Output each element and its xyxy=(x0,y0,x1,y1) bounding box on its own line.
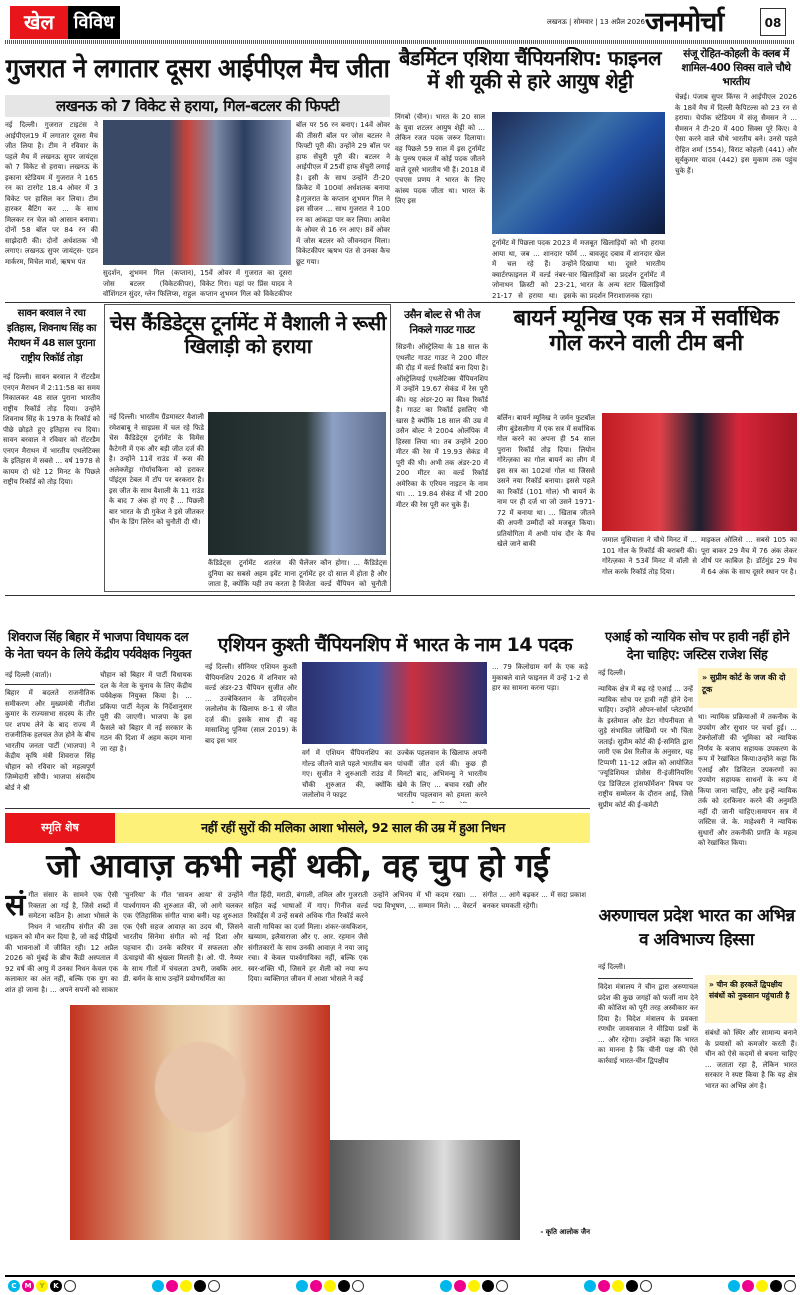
wrestling-headline: एशियन कुश्ती चैंपियनशिप में भारत के नाम 14 पदक xyxy=(217,634,573,656)
chess-headline: चेस कैंडिडेट्स टूर्नामेंट में वैशाली ने रूसी खिलाड़ी को हराया xyxy=(110,312,386,358)
asha-kicker: नहीं रहीं सुरों की मलिका आशा भोसले, 92 साल की उम्र में हुआ निधन xyxy=(201,820,505,835)
black-mark: K xyxy=(50,1280,62,1292)
dateline: लखनऊ | सोमवार | 13 अप्रैल 2026 xyxy=(546,18,645,26)
crosshair-mark xyxy=(208,1280,220,1292)
asha-body-col2: 'चुनरिया' के गीत 'सावन आया' से उन्होंने पार्श्वगायन की शुरुआत की, जो आगे चलकर एक ऐतिहासिक संगीत यात्रा बनी। यह शुरुआत एक ऐसी सहज आवाज़ का उदय थी, जिसने भारतीय सिनेमा संगीत को नई दिशा और पहचान दी। उनके करियर में सफलता और ऊंचाइयों की श्रृंखला मिलती है। ओ. पी. नैय्यर के साथ गीतों में चंचलता उभरी, जबकि आर. डी. बर्मन के साथ उन्होंने प्रयोगधर्मिता का xyxy=(123,891,243,983)
chess-vaishali-photo xyxy=(208,412,386,555)
saawan-headline: सावन बरवाल ने रचा इतिहास, शिवनाथ सिंह का मैराथन में 48 साल पुराना राष्ट्रीय रिकॉर्ड तोड़ा xyxy=(6,308,96,364)
arunachal-quote-box: » चीन की हरकतें द्विपक्षीय संबंधों को नुकसान पहुंचाती है xyxy=(705,975,797,1023)
divider xyxy=(5,302,795,303)
badminton-photo xyxy=(492,112,665,234)
asha-body-col3: गीत हिंदी, मराठी, बंगाली, तमिल और गुजराती सहित कई भाषाओं में गाए। गिनीज वर्ल्ड रिकॉर्ड्स में उन्हें सबसे अधिक गीत रिकॉर्ड करने वाली गायिका का दर्जा मिला। शंकर-जयकिशन, खय्याम, इलैयाराजा और ए. आर. रहमान जैसे संगीतकारों के साथ उनकी आवाज़ ने नया जादू रचा। वे केवल पार्श्वगायिका नहीं, बल्कि एक स्वर-शक्ति थीं, जिसने हर शैली को नया रूप दिया। व्यक्तिगत जीवन में आशा भोसले ने कई xyxy=(248,891,368,983)
crosshair-mark xyxy=(784,1280,796,1292)
gujarat-headline-box xyxy=(5,47,390,92)
asha-headline-box xyxy=(5,845,590,887)
ai-body-col2: था। न्यायिक प्रक्रियाओं में तकनीक के उपयोग और सुधार पर चर्चा हुई। ... टेक्नोलॉजी की भूमिका को न्यायिक निर्णय के बजाय सहायक उपकरण के रूप में रेखांकित किया।उन्होंने कहा कि एआई और डिजिटल उपकरणों का उपयोग सहायक साधनों के रूप में किया जाना चाहिए, और इन्हें न्यायिक तर्क को दरकिनार करने की अनुमति नहीं दी जानी चाहिए।समापन सत्र में जस्टिस जे. के. माहेश्वरी ने न्यायिक सुधारों और तकनीकी प्रगति के महत्व को रेखांकित किया। xyxy=(698,713,797,847)
bayern-body-col3: माइकल ओलिसे ... सबसे 105 का पूरा बाकर 29 मैच में 76 अंक लेकर शीर्ष पर काबिज है। डॉर्टमुंड 29 मैच में 64 अंक के साथ दूसरे स्थान पर है। xyxy=(701,536,797,576)
section-tab-khel: खेल xyxy=(10,6,68,39)
yellow-mark: Y xyxy=(36,1280,48,1292)
magenta-mark xyxy=(598,1280,610,1292)
shivraj-headline: शिवराज सिंह बिहार में भाजपा विधायक दल के नेता चयन के लिये केंद्रीय पर्यवेक्षक नियुक्त xyxy=(4,629,192,661)
divider xyxy=(5,808,590,809)
black-mark xyxy=(770,1280,782,1292)
cyan-mark: C xyxy=(8,1280,20,1292)
gujarat-body-col3: 15वें ओवर में गुजरात का दूसरा विकेट गिरा। यहां पर प्रिंस यादव ने कप्तान शुभमन गिल को विकेटकीपर xyxy=(200,269,292,298)
divider xyxy=(598,978,693,979)
yellow-mark xyxy=(468,1280,480,1292)
chess-body-col1: नई दिल्ली। भारतीय ग्रैंडमास्टर वैशाली रमेशबाबू ने साइप्रस में चल रहे फिडे चेस कैंडिडेट्स टूर्नामेंट के विमेंस कैटेगरी में एक और बड़ी जीत दर्ज की है। उन्होंने 11वें राउंड में रूस की अलेक्जेंड्रा गोर्याचकिना को हराकर पॉइंट्स टेबल में टॉप पर बरकरार है। इस जीत के साथ वैशाली के 11 राउंड के बाद 7 अंक हो गए हैं ... पिछली बार भारत के डी गुकेश ने इसे जीतकर चीन के डिंग लिरेन को चुनौती दी थी। xyxy=(109,413,204,526)
bolt-headline: उसैन बोल्ट से भी तेज निकले गाउट गाउट xyxy=(404,309,480,336)
shivraj-body-col1: बिहार में बदलते राजनीतिक समीकरण और मुख्यमंत्री नीतीश कुमार के राज्यसभा सदस्य के तौर पर शपथ लेने के बाद राज्य में राजनीतिक हलचल तेज होने के बीच भारतीय जनता पार्टी (भाजपा) ने केंद्रीय कृषि मंत्री शिवराज सिंह चौहान को रविवार को महत्वपूर्ण जिम्मेदारी सौंपी। भाजपा संसदीय बोर्ड ने श्री xyxy=(5,689,95,792)
ai-quote-box: » सुप्रीम कोर्ट के जज की दो टूक xyxy=(698,668,797,708)
magenta-mark xyxy=(742,1280,754,1292)
ai-quote: सुप्रीम कोर्ट के जज की दो टूक xyxy=(702,673,786,694)
asha-bhosle-photo xyxy=(70,1005,330,1240)
black-mark xyxy=(194,1280,206,1292)
black-mark xyxy=(626,1280,638,1292)
gujarat-body-col2: सुदर्शन, शुभमन गिल (कप्तान), जोस बटलर (विकेटकीपर), वॉशिंगटन सुंदर, ग्लेन फिलिप्स, राहुल xyxy=(103,269,196,298)
shivraj-dateline: नई दिल्ली (वार्ता)। xyxy=(5,671,52,679)
ai-headline-box xyxy=(596,629,798,666)
cyan-mark xyxy=(152,1280,164,1292)
ai-headline: एआई को न्यायिक सोच पर हावी नहीं होने देना चाहिए: जस्टिस राजेश सिंह xyxy=(605,630,789,663)
asha-body-col1-box xyxy=(5,890,118,995)
magenta-mark xyxy=(166,1280,178,1292)
bolt-headline-box xyxy=(396,308,488,340)
saawan-body: नई दिल्ली। सावन बरवाल ने रॉटरडैम एनएन मैराथन में 2:11:58 का समय निकालकर 48 साल पुराना भारतीय राष्ट्रीय रिकॉर्ड तोड़ दिया। उन्होंने शिवनाथ सिंह के 1978 के रिकॉर्ड को पीछे छोड़ते हुए इतिहास रच दिया। सावन बरवाल ने रविवार को रॉटरडैम एनएन मैराथन में भारतीय एथलेटिक्स के इतिहास में सबसे ... वर्ष 1978 से कायम दो घंटे 12 मिनट के पिछले राष्ट्रीय रिकॉर्ड को तोड़ दिया। xyxy=(3,373,100,486)
divider xyxy=(5,595,795,596)
badminton-body-col1: निंगबो (चीन)। भारत के 20 साल के युवा शटलर आयुष शेट्टी को ... लेकिन रजत पदक जरूर दिलाया। वह पिछले 59 साल में इस टूर्नामेंट के पुरुष एकल में कोई पदक जीतने वाले दूसरे भारतीय भी हैं। 2018 में एचएस प्रणय ने भारत के लिए कांस्य पदक जीता था। भारत के लिए इस xyxy=(395,113,485,205)
gujarat-headline: गुजरात ने लगातार दूसरा आईपीएल मैच जीता xyxy=(5,54,390,84)
arunachal-body-col2: संबंधों को स्थिर और सामान्य बनाने के प्रयासों को कमजोर करती हैं। चीन को ऐसे कदमों से बचना चाहिए ... जताता रहा है, लेकिन भारत सरकार ने स्पष्ट किया है कि यह क्षेत्र भारत का अभिन्न अंग है। xyxy=(705,1029,797,1090)
footer-rule xyxy=(5,1275,795,1277)
gujarat-cricket-photo xyxy=(103,120,291,265)
magenta-mark xyxy=(310,1280,322,1292)
wrestling-headline-box xyxy=(200,631,590,659)
divider xyxy=(5,684,95,685)
arunachal-headline: अरुणाचल प्रदेश भारत का अभिन्न व अविभाज्य हिस्सा xyxy=(598,906,795,950)
magenta-mark xyxy=(454,1280,466,1292)
black-mark xyxy=(482,1280,494,1292)
chess-body-col2: कैंडिडेट्स टूर्नामेंट शतरंज की दुनिया का सबसे अहम इवेंट माना जाता है, क्योंकि यही तय करता है xyxy=(208,559,296,588)
masthead-logo: जनमोर्चा xyxy=(645,7,724,38)
section-tab-vividh: विविध xyxy=(68,6,120,39)
crosshair-mark xyxy=(64,1280,76,1292)
crosshair-mark xyxy=(496,1280,508,1292)
shivraj-headline-box xyxy=(3,628,193,668)
crosshair-mark xyxy=(352,1280,364,1292)
asha-kicker-box xyxy=(118,813,588,843)
bayern-headline-box xyxy=(495,306,797,410)
black-mark xyxy=(338,1280,350,1292)
asha-byline: - कृति आलोक जैन xyxy=(540,1228,590,1236)
sanju-headline-box xyxy=(675,47,797,90)
bayern-headline: बायर्न म्यूनिख एक सत्र में सर्वाधिक गोल करने वाली टीम बनी xyxy=(513,306,779,357)
badminton-body-col3: मजबूत खिलाड़ियों को भी हराया ... बावजूद दबाव में शानदार खेल दिखाया था। दूसरे भारतीय खिलाड़ियों का प्रदर्शन टूर्नामेंट में भारत के अन्य स्टार खिलाड़ियों का प्रदर्शन निराशाजनक रहा। xyxy=(580,239,665,300)
bolt-body: सिडनी। ऑस्ट्रेलिया के 18 साल के एथलीट गाउट गाउट ने 200 मीटर की दौड़ में वर्ल्ड रिकॉर्ड बना दिया है। ऑस्ट्रेलियाई एथलेटिक्स चैंपियनशिप में उन्होंने 19.67 सेकंड में रेस पूरी की। यह अंडर-20 का विश्व रिकॉर्ड है। गाउट का रिकॉर्ड इसलिए भी खास है क्योंकि 18 साल की उम्र में उसैन बोल्ट ने 2004 ओलंपिक में हिस्सा लिया था। तब उन्होंने 200 मीटर की रेस में 19.93 सेकंड में पूरी की थी। अभी तक अंडर-20 में 200 मीटर का वर्ल्ड रिकॉर्ड अमेरिका के एरियन नाइटन के नाम था। ... 19.84 सेकंड में भी 200 मीटर की रेस पूरी कर चुके हैं। xyxy=(396,343,488,509)
shivraj-body-col2: चौहान को बिहार में पार्टी विधायक दल के नेता के चुनाव के लिए केंद्रीय पर्यवेक्षक नियुक्त किया है। ... प्रकिया पार्टी नेतृत्व के निर्देशानुसार पूरी की जाएगी। भाजपा के इस फैसले को बिहार में नई सरकार के गठन की दिशा में अहम कदम माना जा रहा है। xyxy=(100,671,192,753)
arunachal-body-col1: विदेश मंत्रालय ने चीन द्वारा अरुणाचल प्रदेश की कुछ जगहों को फर्जी नाम देने की कोशिश को पूरी तरह अस्वीकार कर दिया है। विदेश मंत्रालय के प्रवक्ता रणधीर जायसवाल ने मीडिया प्रश्नों के ... और रहेगा। उन्होंने कहा कि भारत का मानना है कि चीनी पक्ष की ऐसे कार्रवाई भारत-चीन द्विपक्षीय xyxy=(598,983,698,1065)
header-rule xyxy=(5,40,795,44)
yellow-mark xyxy=(756,1280,768,1292)
gujarat-body-col1: नई दिल्ली। गुजरात टाइटंस ने आईपीएल19 में लगातार दूसरा मैच जीत लिया है। टीम ने रविवार के पहले मैच में लखनऊ सुपर जायंट्स को 7 विकेट से हराया। लखनऊ के इकाना स्टेडियम में गुजरात ने 165 रन का टारगेट 18.4 ओवर में 3 विकेट पर हासिल कर लिया। टीम हारकर बैटिंग कर ... के साथ मिलकर रन चेज को आसान बनाया। दोनों 58 बॉल पर 84 रन की साझेदारी की। दोनों अर्धशतक भी लगाए। लखनऊ सुपर जायंट्स- एडन मार्करम, मिचेल मार्श, ऋषभ पंत xyxy=(5,121,98,266)
gujarat-subhead-box xyxy=(5,95,390,117)
cyan-mark xyxy=(584,1280,596,1292)
chess-headline-box xyxy=(108,312,388,408)
asha-body-col4: उन्होंने अभिनय में भी कदम रखा। ... पद्म विभूषण, ... सम्मान मिले। ... वेस्टर्न संगीत ... आगे बढ़कर ... में सदा प्रकाश बनकर चमकती रहेगी। xyxy=(373,891,586,910)
bayern-body-col1: बर्लिन। बायर्न म्यूनिख ने जर्मन फुटबॉल लीग बुंडेसलीगा में एक सत्र में सर्वाधिक गोल करने का अपना ही 54 साल पुराना रिकॉर्ड तोड़ दिया। लियोन गोरेत्ज़का का गोल बायर्न का लीग में इस सत्र का 102वां गोल था जिससे उसने नया रिकॉर्ड बनाया। इससे पहले का रिकॉर्ड (101 गोल) भी बायर्न के नाम पर ही दर्ज था जो उसने 1971-72 में बनाया था। ... खिताब जीतने की अपनी उम्मीदों को मजबूत किया। प्रतियोगिता में अभी पांच दौर के मैच खेले जाने बाकी xyxy=(497,414,595,548)
bayern-body-col2: जमाल मुसियाला ने चौथे मिनट में ... 101 गोल के रिकॉर्ड की बराबरी की। गोरेत्ज़का ने 53वें मिनट में वॉली से गोल करके रिकॉर्ड तोड़ दिया। xyxy=(602,536,697,576)
arunachal-quote: चीन की हरकतें द्विपक्षीय संबंधों को नुकसान पहुंचाती है xyxy=(709,980,790,1000)
crosshair-mark xyxy=(640,1280,652,1292)
wrestling-body-col1: नई दिल्ली। सीनियर एशियन कुश्ती चैंपियनशिप 2026 में शनिवार को वर्ल्ड अंडर-23 चैंपियन सुजीत और ... उज्बेकिस्तान के उमिदजोन जलोलोव के खिलाफ 8-1 से जीत दर्ज की। इसके साथ ही वह मासाशिशु पूनिया (साल 2019) के बाद इस भार xyxy=(205,663,297,745)
cyan-mark xyxy=(728,1280,740,1292)
badminton-body-col2: टूर्नामेंट में पिछला पदक 2023 में आया था, जब ... शानदार फॉर्म में चल रहे हैं। उन्होंने क्वार्टरफाइनल में वर्ल्ड नंबर-चार जोनाथन क्रिस्टी को 23-21, 21-17 से हराया था। इसके xyxy=(492,239,577,300)
wrestling-body-col2: वर्ग में एशियन चैंपियनशिप का गोल्ड जीतने वाले पहले भारतीय बन गए। सुजीत ने शुरुआती राउंड में चौंकी शुरुआत की, क्योंकि जलोलोव ने फाइट xyxy=(302,749,392,799)
cyan-mark xyxy=(440,1280,452,1292)
gujarat-subhead: लखनऊ को 7 विकेट से हराया, गिल-बटलर की फिफ्टी xyxy=(55,97,340,115)
bayern-team-photo xyxy=(602,413,797,531)
magenta-mark: M xyxy=(22,1280,34,1292)
saawan-headline-box xyxy=(3,306,100,370)
cyan-mark xyxy=(296,1280,308,1292)
wrestling-body-col3: उज्बेक पहलवान के खिलाफ अपनी पांचवीं जीत दर्ज की। कुछ ही मिनटों बाद, अभिमन्यु ने भारतीय खेमे के लिए ... बचाव रखी और भारतीय पहलवान को हमला करने xyxy=(397,749,487,799)
sanju-headline: संजू रोहित-कोहली के क्लब में शामिल-400 सिक्स वाले चौथे भारतीय xyxy=(681,48,791,88)
page-number: 08 xyxy=(760,8,786,36)
asha-dropcap: सं xyxy=(5,890,26,923)
yellow-mark xyxy=(612,1280,624,1292)
badminton-headline-box xyxy=(395,47,665,109)
badminton-headline: बैडमिंटन एशिया चैंपियनशिप: फाइनल में शी यूकी से हारे आयुष शेट्टी xyxy=(398,47,662,93)
ai-body-col1: न्यायिक क्षेत्र में बढ़ रहे एआई ... उन्हें न्यायिक सोच पर हावी नहीं होने देना चाहिए। उन्होंने ओपन-सोर्स प्लेटफॉर्म के इस्तेमाल और डेटा गोपनीयता से जुड़े संभावित जोखिमों पर भी चिंता जताई। सुप्रीम कोर्ट की ई-समिति द्वारा जारी एक प्रेस रिलीज के अनुसार, यह टिप्पणी 11-12 अप्रैल को आयोजित 'ज्यूडिशियल प्रोसेस री-इंजीनियरिंग एंड डिजिटल ट्रांसफॉर्मेशन' विषय पर राष्ट्रीय सम्मेलन के दौरान आई, जिसे सुप्रीम कोर्ट की ई-कमेटी xyxy=(598,685,693,809)
ai-dateline: नई दिल्ली। xyxy=(598,669,626,677)
yellow-mark xyxy=(180,1280,192,1292)
arunachal-headline-box xyxy=(595,904,798,959)
smriti-shesh-tag: स्मृति शेष xyxy=(5,813,115,843)
color-registration-strip xyxy=(8,1280,798,1294)
asha-archive-photo xyxy=(330,1140,520,1240)
wrestling-photo xyxy=(302,662,487,744)
asha-headline: जो आवाज़ कभी नहीं थकी, वह चुप हो गई xyxy=(46,846,549,885)
arunachal-dateline: नई दिल्ली। xyxy=(598,963,626,971)
yellow-mark xyxy=(324,1280,336,1292)
sanju-body: चेन्नई। पंजाब सुपर किंग्स ने आईपीएल 2026 के 18वें मैच में दिल्ली कैपिटल्स को 23 रन से हराया। चेपॉक स्टेडियम में संजू सैमसन ने ... सैमसन ने टी-20 में 400 सिक्स पूरे किए। वे ऐसा करने वाले चौथे भारतीय बने। उनसे पहले रोहित शर्मा (554), विराट कोहली (441) और सूर्यकुमार यादव (442) इस मुकाम तक पहुंच चुके हैं। xyxy=(675,93,797,175)
wrestling-body-col4: ... 79 किलोग्राम वर्ग के एक कड़े मुकाबले वाले फाइनल में उन्हें 1-2 से हार का सामना करना पड़ा। xyxy=(492,663,588,692)
asha-body-col1: गीत संसार के सामने एक ऐसी रिक्तता आ गई है, जिसे शब्दों में समेटना कठिन है। आशा भोसले के निधन ने भारतीय संगीत की उस धड़कन को मौन कर दिया है, जो कई पीढ़ियों की भावनाओं में जीवित रही। 12 अप्रैल 2026 को मुंबई के ब्रीच कैंडी अस्पताल में 92 वर्ष की आयु में उनका निधन केवल एक कलाकार का अंत नहीं, बल्कि एक युग का शांत हो जाना है। ... अपने सपनों को साकार xyxy=(5,891,118,994)
chess-body-col3: चैलेंजर कौन होगा। ... कैंडिडेट्स टूर्नामेंट हर दो साल में होता है और विजेता वर्ल्ड चैंपियन को चुनौती xyxy=(299,559,387,588)
gujarat-body-col4: बॉल पर 56 रन बनाए। 14वें ओवर की तीसरी बॉल पर जोस बटलर ने फिफ्टी पूरी की। उन्होंने 29 बॉल पर हाफ सेंचुरी पूरी की। बटलर ने आईपीएल में 25वीं हाफ सेंचुरी लगाई है। इसी के साथ उन्होंने टी-20 क्रिकेट में 100वां अर्धशतक बनाया है।गुजरात के कप्तान शुभमन गिल ने इस सीजन ... साथ गुजरात ने 100 रन का आंकड़ा पार कर लिया। आवेश के ओवर से 16 रन आए। 8वें ओवर में जोस बटलर को जीवनदान मिला। विकेटकीपर ऋषभ पंत से उनका कैच छूट गया। xyxy=(296,121,390,266)
